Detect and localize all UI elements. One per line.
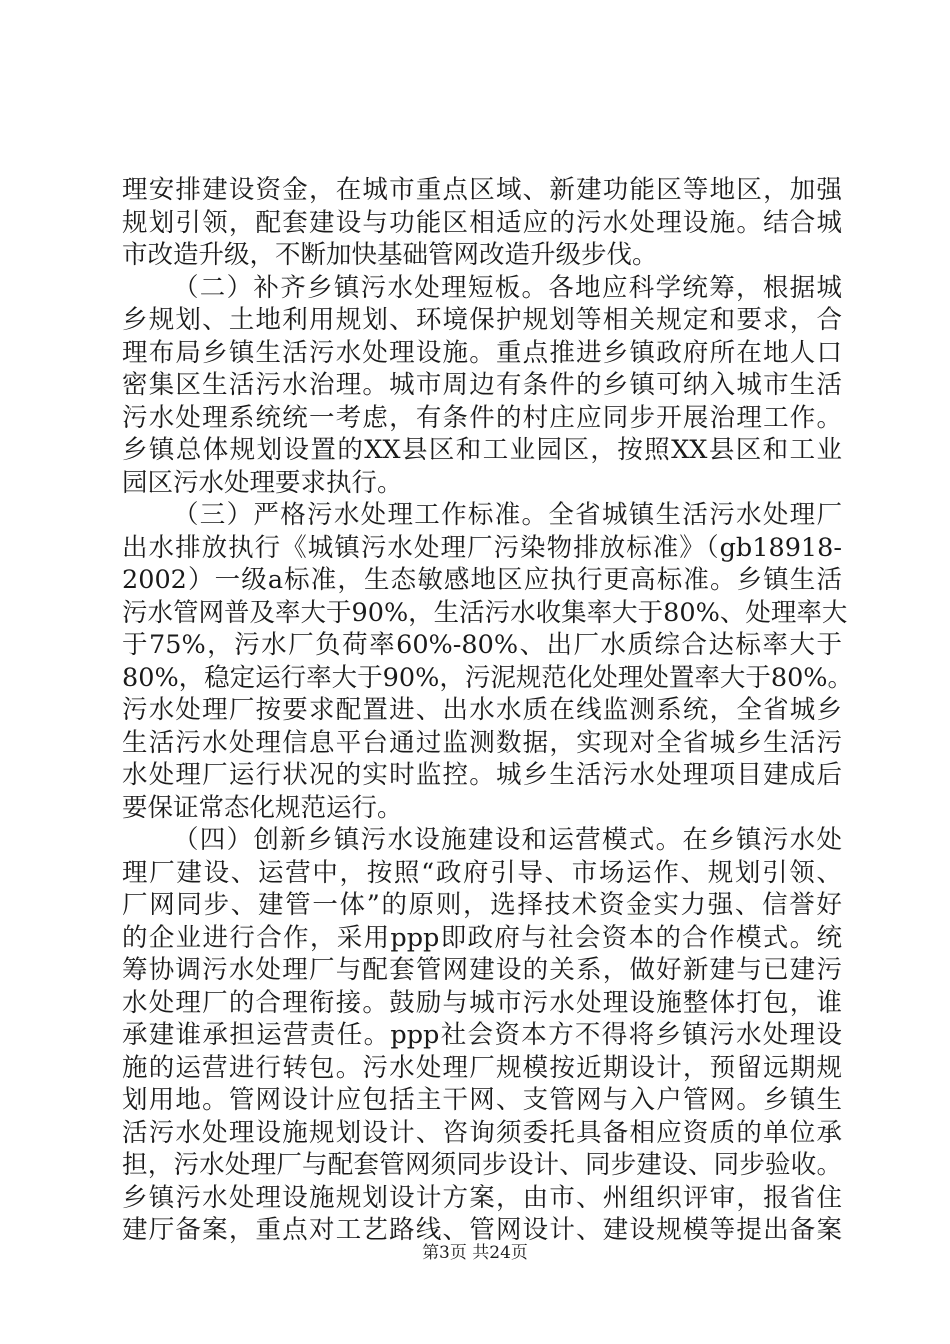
text-line: 筹协调污水处理厂与配套管网建设的关系，做好新建与已建污: [122, 955, 842, 985]
page-footer: 第3页 共24页: [422, 1243, 528, 1263]
text-line: 污水管网普及率大于90%，生活污水收集率大于80%、处理率大: [122, 597, 848, 628]
text-line: 的企业进行合作，采用ppp即政府与社会资本的合作模式。统: [122, 922, 842, 953]
text-line: 园区污水处理要求执行。: [122, 467, 403, 498]
text-line: （三）严格污水处理工作标准。全省城镇生活污水处理厂: [173, 500, 842, 530]
text-line: 污水处理厂按要求配置进、出水水质在线监测系统，全省城乡: [122, 695, 842, 725]
text-line: 划用地。管网设计应包括主干网、支管网与入户管网。乡镇生: [122, 1085, 842, 1115]
text-line: 密集区生活污水治理。城市周边有条件的乡镇可纳入城市生活: [122, 370, 842, 400]
text-line: 乡规划、土地利用规划、环境保护规划等相关规定和要求，合: [122, 305, 842, 335]
text-line: 2002）一级a标准，生态敏感地区应执行更高标准。乡镇生活: [122, 565, 842, 595]
text-line: 建厅备案，重点对工艺路线、管网设计、建设规模等提出备案: [122, 1215, 842, 1245]
text-line: （二）补齐乡镇污水处理短板。各地应科学统筹，根据城: [173, 272, 842, 303]
document-body: [122, 174, 854, 1247]
text-line: 水处理厂的合理衔接。鼓励与城市污水处理设施整体打包，谁: [122, 987, 842, 1018]
text-line: 理安排建设资金，在城市重点区域、新建功能区等地区，加强: [122, 175, 842, 205]
text-line: （四）创新乡镇污水设施建设和运营模式。在乡镇污水处: [173, 825, 842, 855]
text-line: 市改造升级，不断加快基础管网改造升级步伐。: [122, 240, 658, 270]
text-line: 理厂建设、运营中，按照“政府引导、市场运作、规划引领、: [122, 857, 842, 888]
text-line: 水处理厂运行状况的实时监控。城乡生活污水处理项目建成后: [122, 760, 842, 790]
text-line: 承建谁承担运营责任。ppp社会资本方不得将乡镇污水处理设: [122, 1020, 842, 1050]
text-line: 活污水处理设施规划设计、咨询须委托具备相应资质的单位承: [122, 1117, 842, 1148]
text-line: 规划引领，配套建设与功能区相适应的污水处理设施。结合城: [122, 207, 842, 238]
text-line: 担，污水处理厂与配套管网须同步设计、同步建设、同步验收。: [122, 1150, 842, 1180]
text-line: 出水排放执行《城镇污水处理厂污染物排放标准》（gb18918-: [122, 532, 842, 563]
text-line: 80%，稳定运行率大于90%，污泥规范化处理处置率大于80%。: [122, 662, 854, 693]
text-line: 要保证常态化规范运行。: [122, 792, 403, 823]
text-line: 于75%，污水厂负荷率60%-80%、出厂水质综合达标率大于: [122, 630, 842, 660]
text-line: 污水处理系统统一考虑，有条件的村庄应同步开展治理工作。: [122, 402, 842, 433]
text-line: 理布局乡镇生活污水处理设施。重点推进乡镇政府所在地人口: [122, 337, 842, 368]
text-line: 乡镇总体规划设置的XX县区和工业园区，按照XX县区和工业: [122, 435, 842, 465]
text-line: 生活污水处理信息平台通过监测数据，实现对全省城乡生活污: [122, 727, 842, 758]
text-line: 乡镇污水处理设施规划设计方案，由市、州组织评审，报省住: [122, 1182, 842, 1213]
text-line: 厂网同步、建管一体”的原则，选择技术资金实力强、信誉好: [122, 890, 842, 920]
text-line: 施的运营进行转包。污水处理厂规模按近期设计，预留远期规: [122, 1052, 842, 1083]
